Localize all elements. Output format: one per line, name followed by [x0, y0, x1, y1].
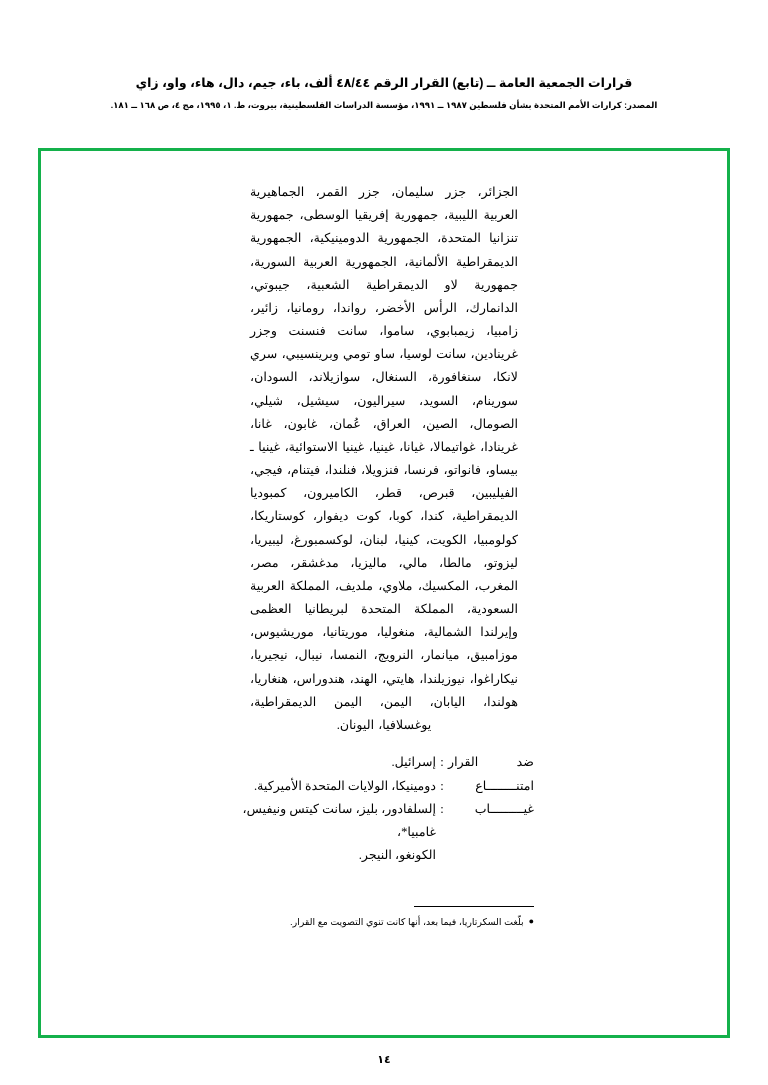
vote-row — [234, 751, 534, 774]
document-body — [41, 181, 727, 930]
source-line: المصدر: كرارات الأمم المتحدة بشأن فلسطين ١٩٨٧ ــ ١٩٩١، مؤسسة الدراسات الفلسطينية، بيروت، ط. ١، ١٩٩٥، مج ٤، ص ١٦٨ ــ ١٨١. — [110, 99, 658, 110]
vote-value-absent-line2: الكونغو، النيجر. — [358, 847, 436, 862]
page-title: قرارات الجمعية العامة ــ (تابع) القرار الرقم ٤٨/٤٤ ألف، باء، جيم، دال، هاء، واو، زاي — [135, 76, 633, 90]
content-frame — [38, 148, 730, 1038]
vote-colon: : — [440, 802, 444, 817]
page-number: ١٤ — [377, 1054, 391, 1066]
footnote-divider — [414, 906, 534, 907]
bullet-icon: ● — [528, 916, 534, 927]
vote-value-absent-line1: إلسلفادور، بليز، سانت كيتس ونيفيس، غامبيا*، — [242, 802, 436, 840]
vote-colon: : — [440, 755, 444, 770]
vote-value-absent — [234, 798, 436, 866]
vote-row — [234, 798, 534, 866]
vote-value-abstain: دومينيكا، الولايات المتحدة الأميركية. — [254, 778, 436, 793]
vote-colon: : — [440, 778, 444, 793]
vote-value-against: إسرائيل. — [391, 755, 436, 770]
footnote-section — [234, 906, 534, 929]
vote-label-against: ضد القرار — [448, 755, 534, 770]
vote-breakdown — [234, 751, 534, 866]
footnote-label: بلّغت السكرتاريا، فيما بعد، أنها كانت تنوي التصويت مع القرار. — [290, 916, 524, 928]
country-list-paragraph: الجزائر، جزر سليمان، جزر القمر، الجماهيرية العربية الليبية، جمهورية إفريقيا الوسطى، جمهورية تنزانيا المتحدة، الجمهورية الدومينيكية، الجمهورية الديمقراطية الألمانية، الجمهورية العربية السورية، جمهورية لاو الديمقراطية الشعبية، جيبوتي، الدانمارك، الرأس الأخضر، رواندا، رومانيا، زائير، زامبيا، زيمبابوي، ساموا، سانت فنسنت وجزر غرينادين، سانت لوسيا، ساو تومي وبرينسيبي، سري لانكا، سنغافورة، السنغال، سوازيلاند، السودان، سورينام، السويد، سيراليون، سيشيل، شيلي، الصومال، الصين، العراق، عُمان، غابون، غانا، غرينادا، غواتيمالا، غيانا، غينيا، غينيا الاستوائية، غينيا ـ بيساو، فانواتو، فرنسا، فنزويلا، فنلندا، فيتنام، فيجي، الفيليبين، قبرص، قطر، الكاميرون، كمبوديا الديمقراطية، كندا، كوبا، كوت ديفوار، كوستاريكا، كولومبيا، الكويت، كينيا، لبنان، لوكسمبورغ، ليبيريا، ليزوتو، مالطا، مالي، ماليزيا، مدغشقر، مصر، المغرب، المكسيك، ملاوي، ملديف، المملكة العربية السعودية، المملكة المتحدة لبريطانيا العظمى وإيرلندا الشمالية، منغوليا، موريتانيا، موريشيوس، موزامبيق، ميانمار، النرويج، النمسا، نيبال، نيجيريا، نيكاراغوا، نيوزيلندا، هايتي، الهند، هندوراس، هنغاريا، هولندا، اليابان، اليمن، اليمن الديمقراطية، يوغسلافيا، اليونان. — [250, 185, 518, 732]
vote-label-abstain: امتنــــــــاع — [475, 778, 534, 793]
vote-row — [234, 775, 534, 798]
vote-label-absent: غيـــــــــاب — [474, 802, 534, 817]
footnote — [234, 915, 534, 929]
page-header — [0, 74, 768, 111]
